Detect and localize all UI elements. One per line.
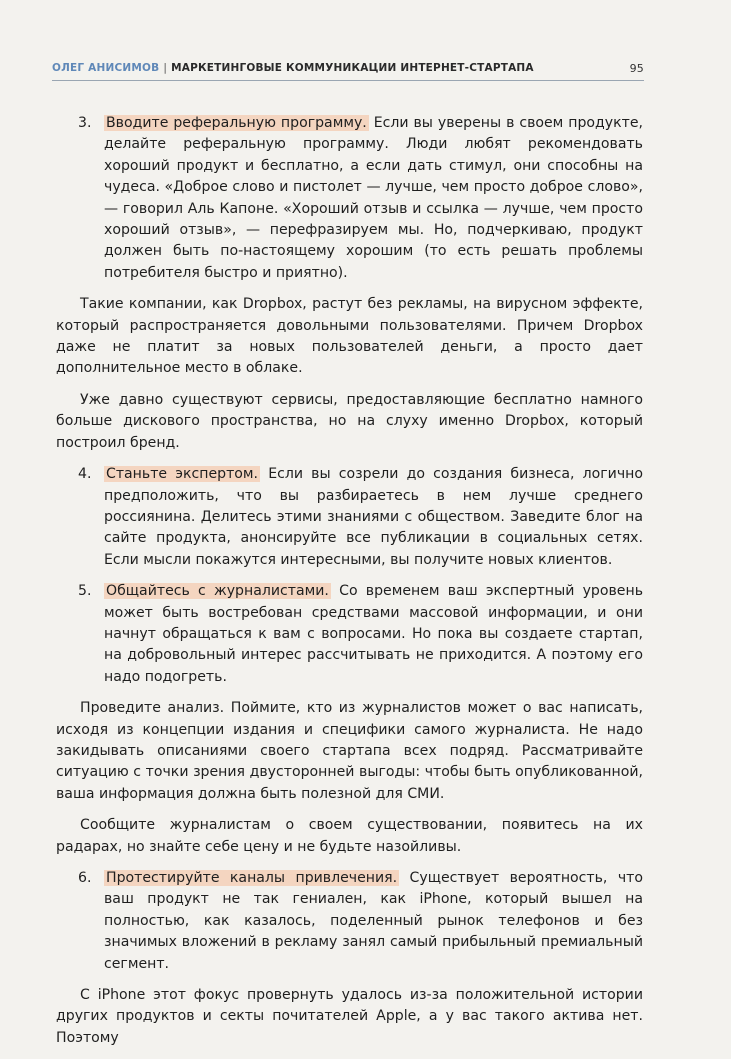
body-text bbox=[56, 113, 643, 1059]
highlighted-heading: Вводите реферальную программу. bbox=[106, 115, 367, 131]
paragraph: Проведите анализ. Поймите, кто из журналистов может о вас написать, исходя из концепции издания и специфики самого журналиста. Не надо закидывать описаниями своего стартапа всех подряд. Рассматривайте ситуацию с точки зрения двусторонней выгоды: чтобы быть опубликованной, ваша информация должна быть полезной для СМИ. bbox=[56, 700, 643, 802]
running-header bbox=[52, 62, 644, 81]
item-text: Существует вероятность, что ваш продукт не так гениален, как iPhone, который вышел на полностью, как казалось, поделенный рынок телефонов и без значимых вложений в рекламу занял самый прибыльный премиальный сегмент. bbox=[104, 870, 643, 972]
item-number: 5. bbox=[78, 583, 92, 600]
paragraph: Сообщите журналистам о своем существовании, появитесь на их радарах, но знайте себе цену и не будьте назойливы. bbox=[56, 817, 643, 855]
paragraph: С iPhone этот фокус провернуть удалось из-за положительной истории других продуктов и секты почитателей Apple, а у вас такого актива нет. Поэтому bbox=[56, 987, 643, 1046]
header-author: ОЛЕГ АНИСИМОВ bbox=[52, 62, 160, 74]
list-item-4 bbox=[56, 464, 643, 571]
list-item-3 bbox=[56, 113, 643, 284]
item-text: Если вы созрели до создания бизнеса, логично предположить, что вы разбираетесь в нем лучше среднего россиянина. Делитесь этими знаниями с обществом. Заведите блог на сайте продукта, анонсируйте все публикации в социальных сетях. Если мысли покажутся интересными, вы получите новых клиентов. bbox=[104, 466, 643, 568]
header-book-title: МАРКЕТИНГОВЫЕ КОММУНИКАЦИИ ИНТЕРНЕТ-СТАРТАПА bbox=[171, 62, 534, 74]
item-text: Если вы уверены в своем продукте, делайте реферальную программу. Люди любят рекомендовать хороший продукт и бесплатно, а если дать стимул, они способны на чудеса. «Доброе слово и пистолет — лучше, чем просто доброе слово», — говорил Аль Капоне. «Хороший отзыв и ссылка — лучше, чем просто хороший отзыв», — перефразируем мы. Но, подчеркиваю, продукт должен быть по-настоящему хорошим (то есть решать проблемы потребителя быстро и приятно). bbox=[104, 115, 643, 281]
item-number: 3. bbox=[78, 115, 92, 131]
list-item-5 bbox=[56, 581, 643, 688]
item-text: Со временем ваш экспертный уровень может быть востребован средствами массовой информации, и они начнут обращаться к вам с вопросами. Но пока вы создаете стартап, на добровольный интерес рассчитывать не приходится. А поэтому его надо подогреть. bbox=[104, 583, 643, 685]
highlighted-heading: Протестируйте каналы привлечения. bbox=[106, 870, 398, 886]
page-number: 95 bbox=[629, 62, 644, 75]
paragraph: Такие компании, как Dropbox, растут без рекламы, на вирусном эффекте, который распространяется довольными пользователями. Причем Dropbox даже не платит за новых пользователей деньги, а просто дает дополнительное место в облаке. bbox=[56, 296, 643, 377]
list-item-6 bbox=[56, 868, 643, 975]
paragraph: Уже давно существуют сервисы, предоставляющие бесплатно намного больше дискового пространства, но на слуху именно Dropbox, который построил бренд. bbox=[56, 391, 643, 451]
highlighted-heading: Станьте экспертом. bbox=[106, 466, 259, 483]
highlighted-heading: Общайтесь с журналистами. bbox=[106, 583, 329, 600]
header-separator: | bbox=[163, 62, 168, 74]
item-number: 4. bbox=[78, 466, 92, 483]
item-number: 6. bbox=[78, 870, 92, 886]
